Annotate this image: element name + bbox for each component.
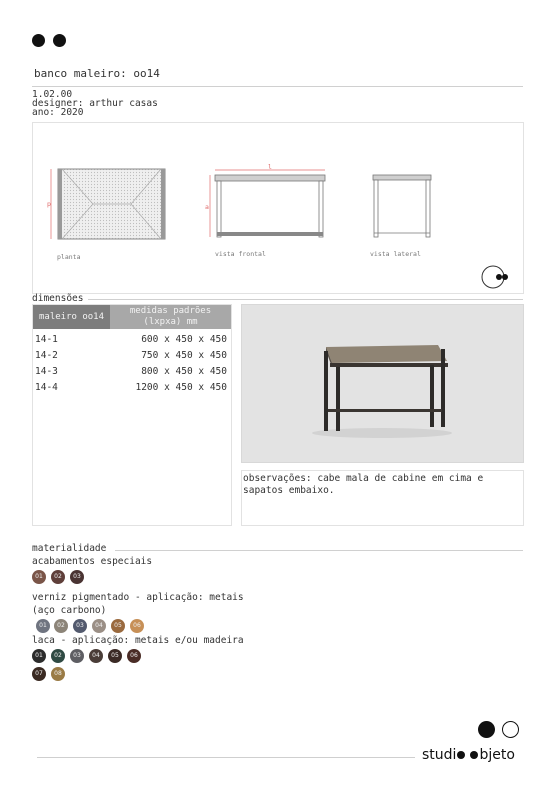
dim-l-label: l [268,163,272,171]
brand-part2: bjeto [479,747,515,763]
swatch[interactable]: 04 [89,649,103,663]
swatch[interactable]: 03 [70,649,84,663]
technical-drawings-panel [32,122,524,294]
lacquer-title: laca - aplicação: metais e/ou madeira [32,635,244,646]
swatch[interactable]: 03 [73,619,87,633]
title-divider [32,86,523,87]
notes-box [241,470,524,526]
table-header-model: maleiro oo14 [33,305,110,329]
bench-photo-illustration [242,305,523,462]
brand-dot-icon [457,751,465,759]
footer-dot-outline [502,721,519,738]
table-row [33,364,229,380]
logo-dot-right [53,34,66,47]
plan-view-label: planta [57,253,81,261]
row-code: 14-3 [35,366,58,377]
row-code: 14-4 [35,382,58,393]
swatch[interactable]: 05 [111,619,125,633]
table-header-sizes: medidas padrões (lxpxa) mm [110,305,231,329]
dim-a-label: a [205,203,209,211]
swatch[interactable]: 07 [32,667,46,681]
notes-text: observações: cabe mala de cabine em cima e sapatos embaixo. [243,473,484,496]
footer-brand-logo [422,747,515,763]
dimensions-table [32,304,232,526]
row-size: 750 x 450 x 450 [141,350,227,361]
badge-icon [482,266,508,288]
brand-dot-icon-2 [470,751,478,759]
swatch[interactable]: 05 [108,649,122,663]
dimensions-section-label: dimensões [32,293,84,304]
row-size: 1200 x 450 x 450 [135,382,227,393]
logo-dot-left [32,34,45,47]
designer-text: designer: arthur casas [32,98,158,109]
swatch[interactable]: 02 [54,619,68,633]
product-photo [241,304,524,463]
page-title: banco maleiro: oo14 [34,67,160,80]
table-row [33,332,229,348]
row-size: 600 x 450 x 450 [141,334,227,345]
swatch[interactable]: 03 [70,570,84,584]
table-row [33,348,229,364]
special-finishes-title: acabamentos especiais [32,556,153,567]
swatch[interactable]: 08 [51,667,65,681]
swatch[interactable]: 06 [127,649,141,663]
swatch[interactable]: 01 [32,570,46,584]
product-code: 1.02.00 [32,89,73,100]
footer-dot-filled [478,721,495,738]
swatch[interactable]: 06 [130,619,144,633]
footer-divider [37,757,415,758]
row-code: 14-2 [35,350,58,361]
swatch[interactable]: 01 [32,649,46,663]
dimensions-divider [88,299,523,300]
year-text: ano: 2020 [32,107,84,118]
technical-drawings [33,123,523,293]
brand-part1: studi [422,747,457,763]
swatch[interactable]: 04 [92,619,106,633]
side-view-drawing [373,175,431,237]
row-code: 14-1 [35,334,58,345]
swatch[interactable]: 01 [36,619,50,633]
row-size: 800 x 450 x 450 [141,366,227,377]
materials-section-label: materialidade [32,543,107,554]
table-row [33,380,229,396]
pigmented-varnish-title: verniz pigmentado - aplicação: metais (aço carbono) [32,592,244,616]
plan-view-drawing [51,169,165,239]
side-view-label: vista lateral [370,250,421,258]
materials-divider [115,550,523,551]
dim-p-label: p [47,200,51,208]
swatch[interactable]: 02 [51,649,65,663]
swatch[interactable]: 02 [51,570,65,584]
front-view-drawing [210,170,325,237]
front-view-label: vista frontal [215,250,266,258]
